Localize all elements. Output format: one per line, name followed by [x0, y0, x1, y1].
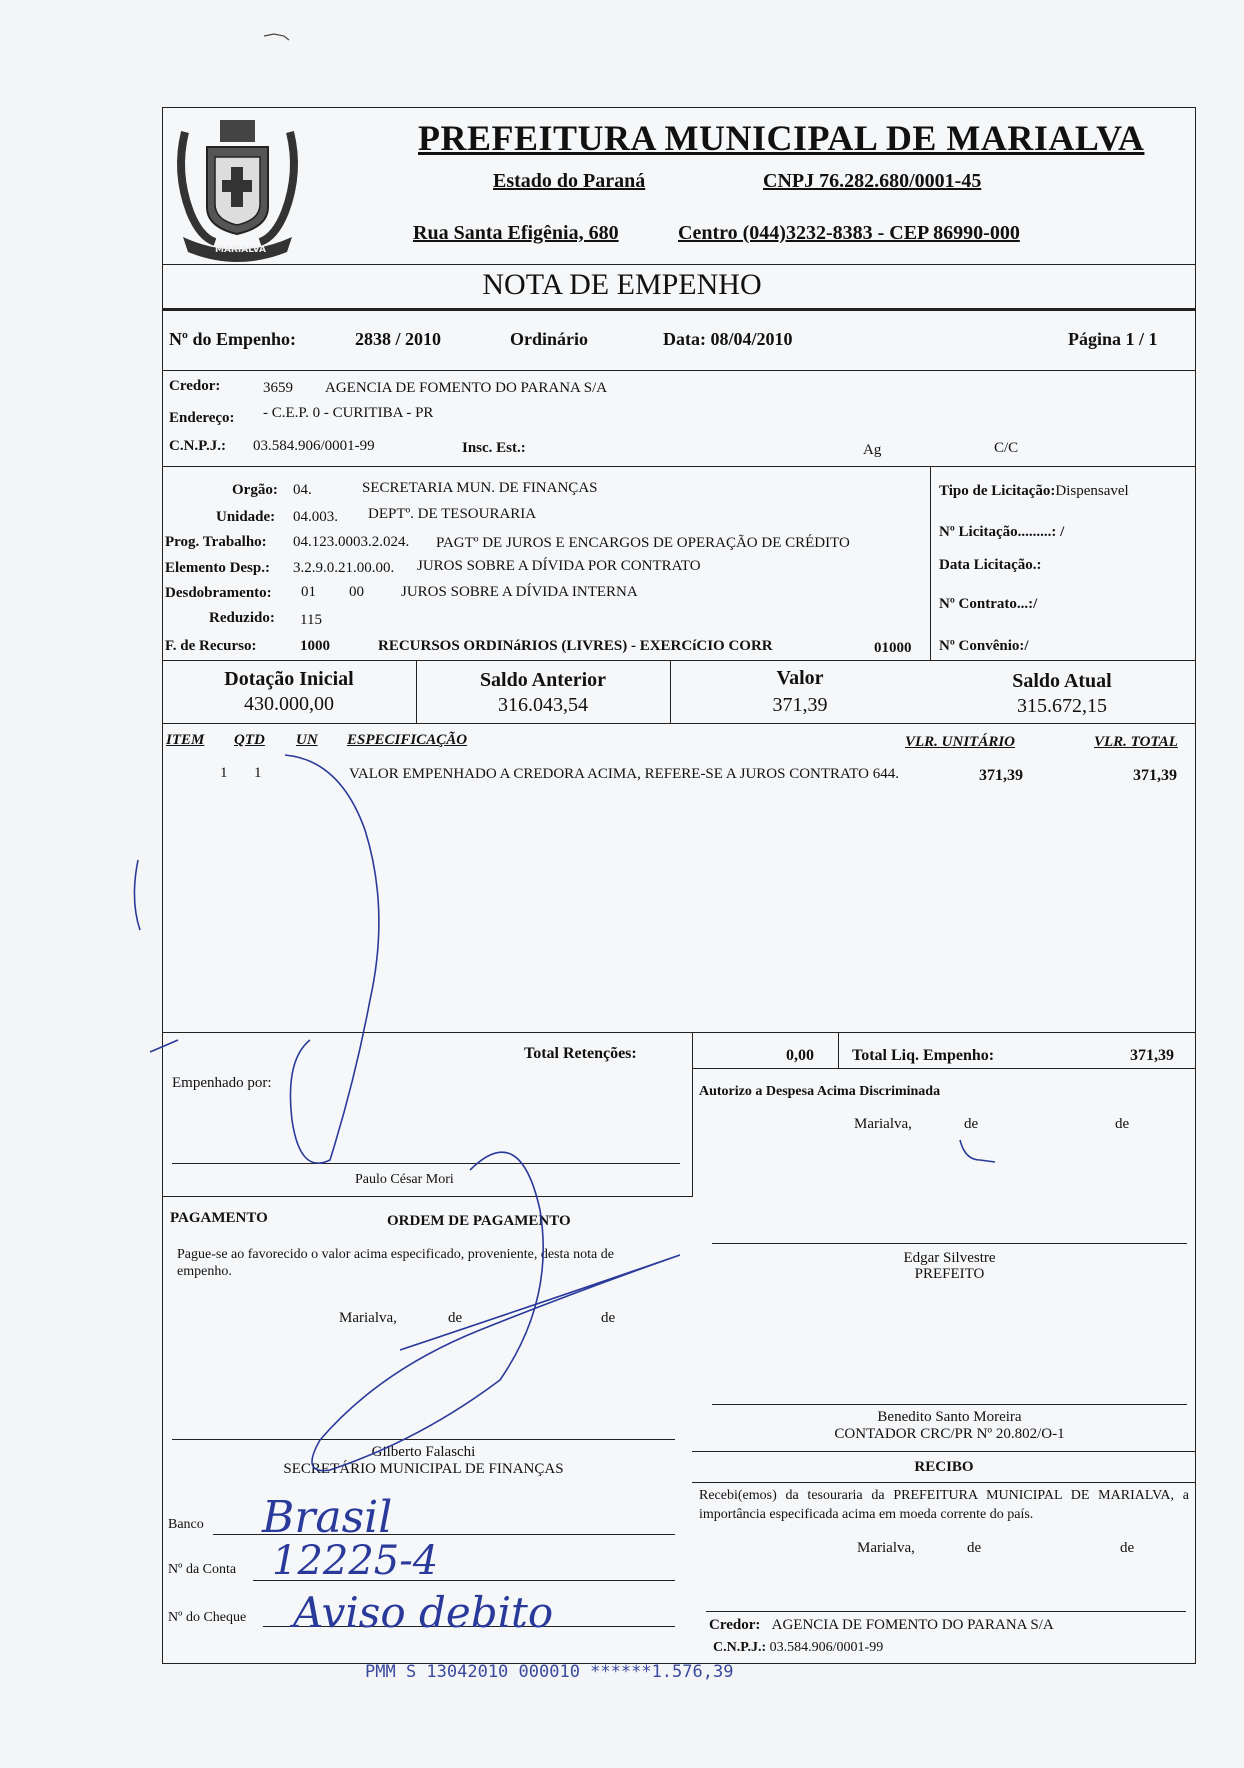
cnpj-header: CNPJ 76.282.680/0001-45	[763, 170, 982, 192]
numero-contrato: Nº Contrato...:/	[939, 596, 1038, 612]
contador-title: CONTADOR CRC/PR Nº 20.802/O-1	[834, 1426, 1065, 1442]
recibo-cnpj-label: C.N.P.J.:	[713, 1640, 767, 1655]
total-retencoes-value: 0,00	[786, 1047, 814, 1064]
credor-name: AGENCIA DE FOMENTO DO PARANA S/A	[325, 380, 608, 396]
empenho-number-label: Nº do Empenho:	[169, 329, 296, 349]
handwritten-banco: Brasil	[262, 1492, 393, 1543]
saldo-anterior-label: Saldo Anterior	[479, 669, 607, 691]
total-liquido-label: Total Liq. Empenho:	[852, 1047, 995, 1064]
banco-label: Banco	[168, 1517, 204, 1532]
address-contact: Centro (044)3232-8383 - CEP 86990-000	[678, 222, 1020, 244]
recibo-credor-label: Credor:	[709, 1617, 761, 1633]
orgao-name: SECRETARIA MUN. DE FINANÇAS	[362, 480, 598, 496]
prog-trabalho-name: PAGTº DE JUROS E ENCARGOS DE OPERAÇÃO DE CRÉDITO	[436, 535, 850, 551]
pague-se-text: Pague-se ao favorecido o valor acima especificado, proveniente, desta nota de empenho.	[177, 1247, 614, 1279]
unidade-name: DEPTº. DE TESOURARIA	[368, 506, 537, 522]
municipality-title: PREFEITURA MUNICIPAL DE MARIALVA	[418, 118, 1145, 158]
numero-licitacao: Nº Licitação.........: /	[939, 524, 1065, 540]
elemento-desp-code: 3.2.9.0.21.00.00.	[293, 560, 395, 576]
col-un: UN	[296, 732, 318, 748]
contador-name: Benedito Santo Moreira	[877, 1409, 1022, 1425]
empenho-number: 2838 / 2010	[355, 329, 442, 349]
pagamento-city: Marialva,	[339, 1310, 397, 1326]
elemento-desp-name: JUROS SOBRE A DÍVIDA POR CONTRATO	[417, 558, 701, 574]
fonte-recurso-code-2: 01000	[874, 640, 912, 656]
dotacao-inicial-value: 430.000,00	[244, 693, 334, 715]
numero-cheque-label: Nº do Cheque	[168, 1610, 247, 1625]
numero-conta-label: Nº da Conta	[168, 1562, 237, 1577]
item-number: 1	[220, 765, 228, 781]
unidade-label: Unidade:	[216, 509, 276, 525]
payment-stamp: PMM S 13042010 000010 ******1.576,39	[365, 1662, 734, 1682]
col-item: ITEM	[166, 732, 205, 748]
autorizo-text: Autorizo a Despesa Acima Discriminada	[699, 1084, 941, 1099]
prefeito-title: PREFEITO	[914, 1266, 985, 1282]
desdobramento-name: JUROS SOBRE A DÍVIDA INTERNA	[401, 584, 638, 600]
fonte-recurso-label: F. de Recurso:	[165, 638, 257, 654]
endereco-label: Endereço:	[169, 410, 235, 426]
empenho-type: Ordinário	[510, 329, 589, 349]
recibo-de-2: de	[1120, 1540, 1135, 1556]
valor-value: 371,39	[772, 694, 828, 716]
credor-label: Credor:	[169, 378, 221, 394]
recibo-title: RECIBO	[914, 1459, 974, 1475]
desdobramento-label: Desdobramento:	[165, 585, 272, 601]
saldo-atual-label: Saldo Atual	[1012, 670, 1112, 692]
numero-convenio: Nº Convênio:/	[939, 638, 1029, 654]
pagamento-de-2: de	[601, 1310, 616, 1326]
tipo-licitacao-label: Tipo de Licitação:Dispensavel	[939, 483, 1129, 499]
orgao-code: 04.	[293, 482, 312, 498]
desdobramento-code-2: 00	[349, 584, 364, 600]
desdobramento-code-1: 01	[301, 584, 316, 600]
secretario-title: SECRETÁRIO MUNICIPAL DE FINANÇAS	[283, 1461, 564, 1477]
tipo-licitacao-value: Dispensavel	[1055, 483, 1129, 499]
endereco-value: - C.E.P. 0 - CURITIBA - PR	[263, 405, 434, 421]
item-valor-unitario: 371,39	[979, 767, 1023, 784]
autorizo-de-1: de	[964, 1116, 979, 1132]
ordem-pagamento-label: ORDEM DE PAGAMENTO	[387, 1213, 571, 1229]
cnpj-label: C.N.P.J.:	[169, 438, 226, 454]
autorizo-de-2: de	[1115, 1116, 1130, 1132]
emblem-ribbon-text: MARIALVA	[215, 245, 266, 255]
autorizo-city: Marialva,	[854, 1116, 912, 1132]
document-type-title: NOTA DE EMPENHO	[482, 268, 762, 301]
state-name: Estado do Paraná	[493, 170, 646, 192]
recibo-city: Marialva,	[857, 1540, 915, 1556]
handwritten-conta: 12225-4	[272, 1538, 439, 1584]
data-licitacao: Data Licitação.:	[939, 557, 1042, 573]
saldo-atual-value: 315.672,15	[1017, 695, 1107, 717]
empenhado-por-name: Paulo César Mori	[355, 1172, 454, 1187]
recibo-credor-name: AGENCIA DE FOMENTO DO PARANA S/A	[771, 1617, 1054, 1633]
recibo-text: Recebi(emos) da tesouraria da PREFEITURA MUNICIPAL DE MARIALVA, a importância especificada acima em moeda corrente do país.	[699, 1488, 1189, 1522]
col-valor-total: VLR. TOTAL	[1094, 734, 1178, 750]
prog-trabalho-code: 04.123.0003.2.024.	[293, 534, 410, 550]
col-valor-unitario: VLR. UNITÁRIO	[905, 734, 1016, 750]
reduzido-value: 115	[300, 612, 322, 628]
handwritten-cheque: Aviso debito	[293, 1588, 554, 1637]
secretario-name: Gilberto Falaschi	[371, 1444, 476, 1460]
unidade-code: 04.003.	[293, 509, 338, 525]
valor-label: Valor	[776, 667, 824, 689]
total-liquido-value: 371,39	[1130, 1047, 1174, 1064]
cnpj-value: 03.584.906/0001-99	[253, 438, 375, 454]
pagamento-de-1: de	[448, 1310, 463, 1326]
credor-code: 3659	[263, 380, 293, 396]
prefeito-name: Edgar Silvestre	[903, 1250, 996, 1266]
conta-corrente-label: C/C	[994, 440, 1019, 456]
prog-trabalho-label: Prog. Trabalho:	[165, 534, 267, 550]
reduzido-label: Reduzido:	[209, 610, 275, 626]
fonte-recurso-name: RECURSOS ORDINáRIOS (LIVRES) - EXERCíCIO CORR	[378, 638, 773, 654]
page-indicator: Página 1 / 1	[1068, 329, 1158, 349]
elemento-desp-label: Elemento Desp.:	[165, 560, 270, 576]
dotacao-inicial-label: Dotação Inicial	[224, 668, 354, 690]
saldo-anterior-value: 316.043,54	[498, 694, 588, 716]
item-qtd: 1	[254, 765, 262, 781]
col-qtd: QTD	[234, 732, 265, 748]
agencia-label: Ag	[863, 442, 882, 458]
address-street: Rua Santa Efigênia, 680	[413, 222, 619, 244]
empenho-date: Data: 08/04/2010	[663, 329, 793, 349]
fonte-recurso-code: 1000	[300, 638, 330, 654]
item-especificacao: VALOR EMPENHADO A CREDORA ACIMA, REFERE-SE A JUROS CONTRATO 644.	[349, 766, 899, 782]
total-retencoes-label: Total Retenções:	[524, 1045, 637, 1062]
empenhado-por-label: Empenhado por:	[172, 1075, 272, 1091]
recibo-cnpj-value: 03.584.906/0001-99	[769, 1640, 884, 1655]
recibo-de-1: de	[967, 1540, 982, 1556]
pagamento-label: PAGAMENTO	[170, 1210, 268, 1226]
col-especificacao: ESPECIFICAÇÃO	[347, 732, 468, 748]
item-valor-total: 371,39	[1133, 767, 1177, 784]
orgao-label: Orgão:	[232, 482, 278, 498]
insc-est-label: Insc. Est.:	[462, 440, 526, 456]
